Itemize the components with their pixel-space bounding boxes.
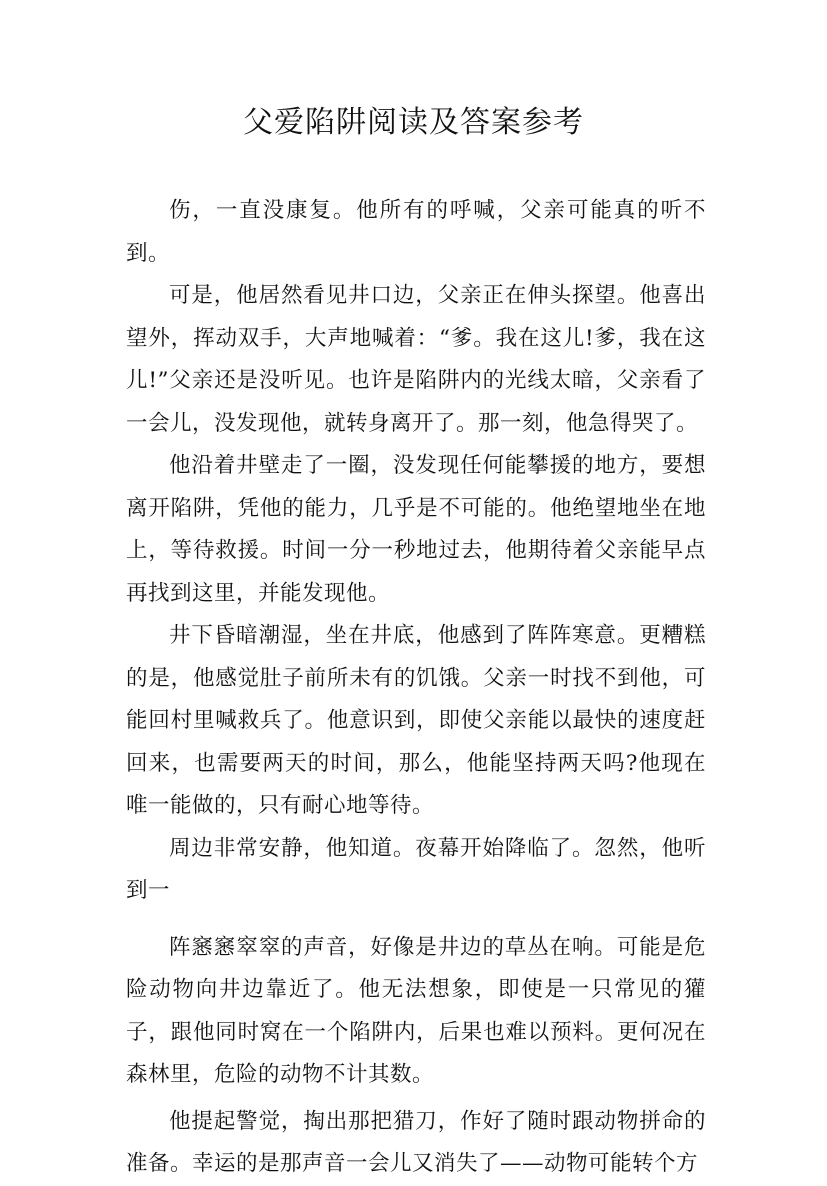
paragraph: 周边非常安静，他知道。夜幕开始降临了。忽然，他听到一 bbox=[126, 835, 706, 903]
paragraph: 可是，他居然看见井口边，父亲正在伸头探望。他喜出望外，挥动双手，大声地喊着：“爹。我在这儿!爹，我在这儿!”父亲还是没听见。也许是陷阱内的光线太暗，父亲看了一会儿，没发现他，就转身离开了。那一刻，他急得哭了。 bbox=[126, 283, 706, 436]
paragraph: 他提起警觉，掏出那把猎刀，作好了随时跟动物拼命的准备。幸运的是那声音一会儿又消失了——动物可能转个方 bbox=[126, 1108, 706, 1176]
paragraph: 伤，一直没康复。他所有的呼喊，父亲可能真的听不到。 bbox=[126, 198, 706, 266]
paragraph: 他沿着井壁走了一圈，没发现任何能攀援的地方，要想离开陷阱，凭他的能力，几乎是不可能的。他绝望地坐在地上，等待救援。时间一分一秒地过去，他期待着父亲能早点再找到这里，并能发现他。 bbox=[126, 453, 706, 606]
paragraph: 阵窸窸窣窣的声音，好像是井边的草丛在响。可能是危险动物向井边靠近了。他无法想象，即使是一只常见的獾子，跟他同时窝在一个陷阱内，后果也难以预料。更何况在森林里，危险的动物不计其数。 bbox=[126, 934, 706, 1087]
document-title: 父爱陷阱阅读及答案参考 bbox=[243, 105, 584, 140]
document-body bbox=[126, 190, 706, 1186]
paragraph: 井下昏暗潮湿，坐在井底，他感到了阵阵寒意。更糟糕的是，他感觉肚子前所未有的饥饿。父亲一时找不到他，可能回村里喊救兵了。他意识到，即使父亲能以最快的速度赶回来，也需要两天的时间，那么，他能坚持两天吗?他现在唯一能做的，只有耐心地等待。 bbox=[126, 623, 706, 818]
